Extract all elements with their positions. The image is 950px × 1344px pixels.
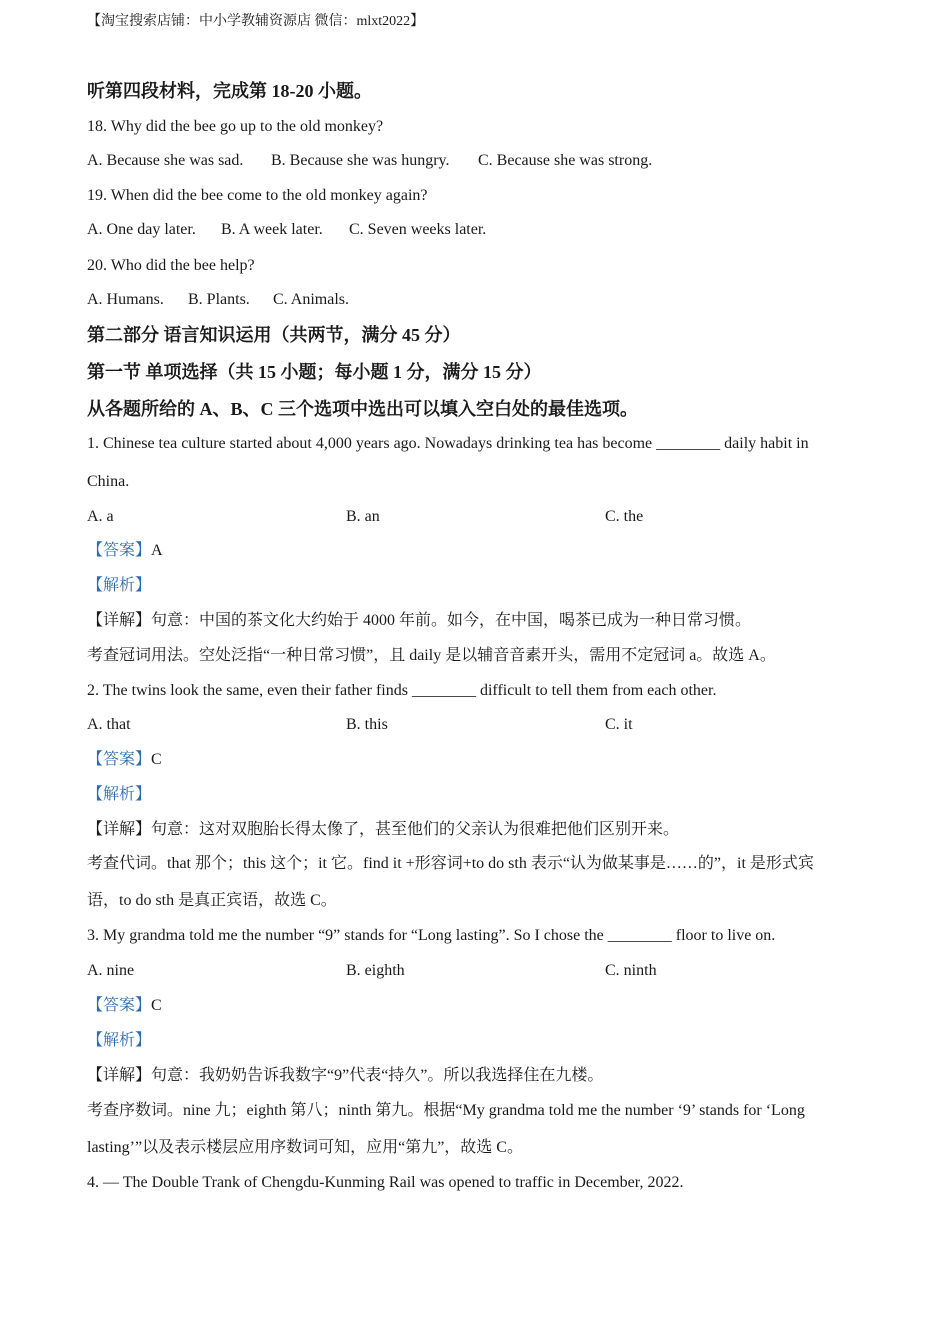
q3-detail-line3: lasting’”以及表示楼层应用序数词可知，应用“第九”，故选 C。 bbox=[87, 1139, 523, 1156]
q2-option-c: C. it bbox=[605, 716, 633, 733]
q1-answer-value: A bbox=[151, 542, 163, 559]
q20-option-b: B. Plants. bbox=[188, 291, 250, 308]
answer-tag: 【答案】 bbox=[87, 997, 152, 1014]
q1-question-line2: China. bbox=[87, 473, 130, 490]
q1-answer bbox=[87, 541, 163, 561]
q20-question: 20. Who did the bee help? bbox=[87, 257, 255, 274]
q3-analysis-tag: 【解析】 bbox=[87, 1032, 152, 1049]
q2-answer bbox=[87, 750, 162, 770]
q2-detail-line3: 语，to do sth 是真正宾语，故选 C。 bbox=[87, 892, 337, 909]
q19-option-b: B. A week later. bbox=[221, 221, 323, 238]
q18-question: 18. Why did the bee go up to the old monkey? bbox=[87, 118, 384, 135]
q3-answer bbox=[87, 996, 162, 1016]
section1-title: 第一节 单项选择（共 15 小题；每小题 1 分，满分 15 分） bbox=[87, 362, 542, 382]
q19-question: 19. When did the bee come to the old monkey again? bbox=[87, 187, 428, 204]
q18-option-c: C. Because she was strong. bbox=[478, 152, 653, 169]
q1-detail-line2: 考查冠词用法。空处泛指“一种日常习惯”，且 daily 是以辅音音素开头，需用不定冠词 a。故选 A。 bbox=[87, 647, 776, 664]
q18-option-b: B. Because she was hungry. bbox=[271, 152, 450, 169]
q3-question: 3. My grandma told me the number “9” stands for “Long lasting”. So I chose the ________ floor to live on. bbox=[87, 927, 776, 944]
q20-option-c: C. Animals. bbox=[273, 291, 350, 308]
shop-header: 【淘宝搜索店铺：中小学教辅资源店 微信：mlxt2022】 bbox=[87, 14, 425, 29]
q2-option-a: A. that bbox=[87, 716, 131, 733]
q3-option-c: C. ninth bbox=[605, 962, 657, 979]
q2-option-b: B. this bbox=[346, 716, 388, 733]
q1-question-line1: 1. Chinese tea culture started about 4,000 years ago. Nowadays drinking tea has become ________ daily habit in bbox=[87, 435, 809, 452]
answer-tag: 【答案】 bbox=[87, 542, 152, 559]
q1-option-c: C. the bbox=[605, 508, 644, 525]
q18-option-a: A. Because she was sad. bbox=[87, 152, 244, 169]
part2-title: 第二部分 语言知识运用（共两节，满分 45 分） bbox=[87, 325, 461, 345]
q4-question: 4. — The Double Trank of Chengdu-Kunming Rail was opened to traffic in December, 2022. bbox=[87, 1174, 684, 1191]
q2-question: 2. The twins look the same, even their father finds ________ difficult to tell them from each other. bbox=[87, 682, 717, 699]
q2-answer-value: C bbox=[151, 751, 162, 768]
q19-option-a: A. One day later. bbox=[87, 221, 196, 238]
q2-detail-line1: 【详解】句意：这对双胞胎长得太像了，甚至他们的父亲认为很难把他们区别开来。 bbox=[87, 821, 680, 838]
q3-detail-line2: 考查序数词。nine 九；eighth 第八；ninth 第九。根据“My grandma told me the number ‘9’ stands for ‘Long bbox=[87, 1102, 805, 1119]
section4-title: 听第四段材料，完成第 18-20 小题。 bbox=[87, 81, 372, 101]
q2-analysis-tag: 【解析】 bbox=[87, 786, 152, 803]
q1-detail-line1: 【详解】句意：中国的茶文化大约始于 4000 年前。如今，在中国，喝茶已成为一种日常习惯。 bbox=[87, 612, 752, 629]
q1-option-a: A. a bbox=[87, 508, 114, 525]
answer-tag: 【答案】 bbox=[87, 751, 152, 768]
q3-option-b: B. eighth bbox=[346, 962, 405, 979]
q3-answer-value: C bbox=[151, 997, 162, 1014]
instruction: 从各题所给的 A、B、C 三个选项中选出可以填入空白处的最佳选项。 bbox=[87, 399, 639, 419]
q19-option-c: C. Seven weeks later. bbox=[349, 221, 487, 238]
q20-option-a: A. Humans. bbox=[87, 291, 164, 308]
q3-option-a: A. nine bbox=[87, 962, 135, 979]
q2-detail-line2: 考查代词。that 那个；this 这个；it 它。find it +形容词+to do sth 表示“认为做某事是……的”，it 是形式宾 bbox=[87, 855, 814, 872]
q1-analysis-tag: 【解析】 bbox=[87, 577, 152, 594]
q3-detail-line1: 【详解】句意：我奶奶告诉我数字“9”代表“持久”。所以我选择住在九楼。 bbox=[87, 1067, 604, 1084]
q1-option-b: B. an bbox=[346, 508, 380, 525]
